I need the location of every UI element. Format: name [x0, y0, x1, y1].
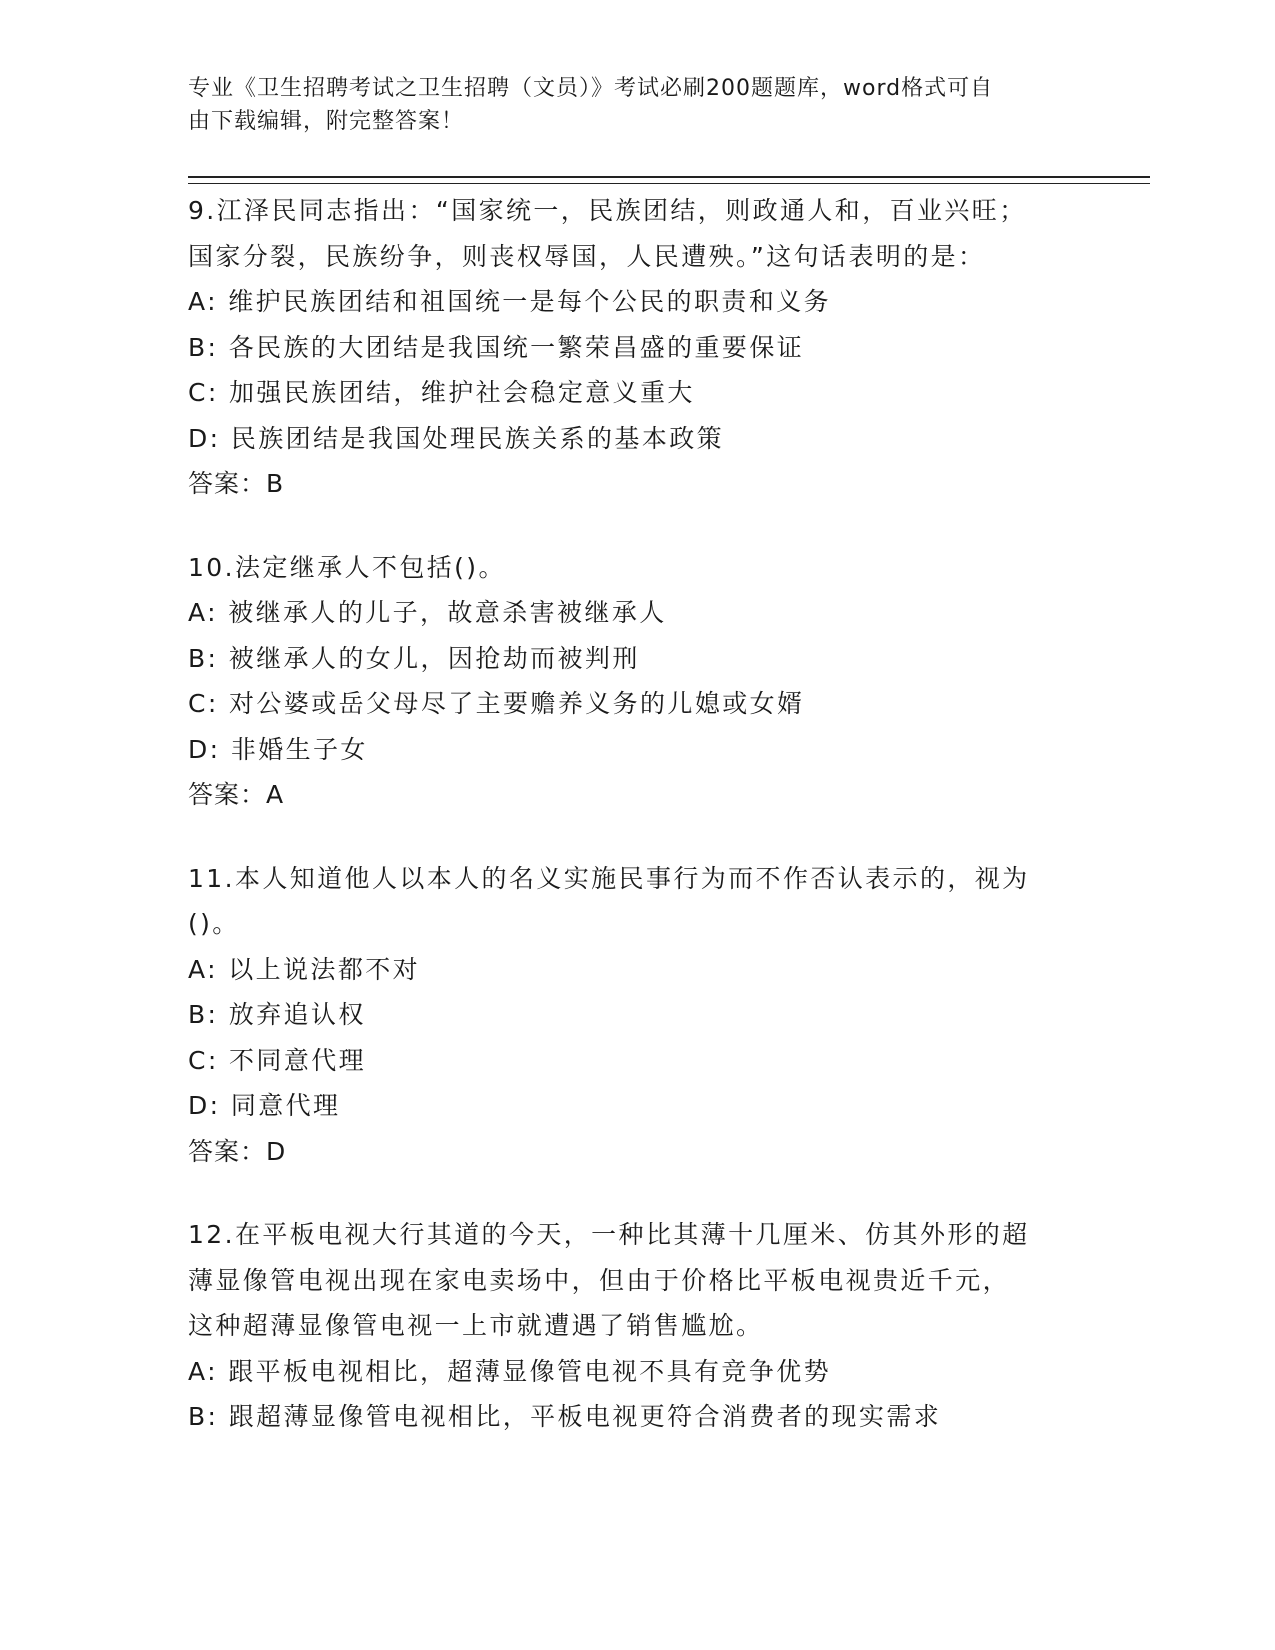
- option-d: D: 同意代理: [188, 1091, 341, 1120]
- question-stem: 国家分裂，民族纷争，则丧权辱国，人民遭殃。”这句话表明的是：: [188, 241, 986, 271]
- option-c: C: 对公婆或岳父母尽了主要赡养义务的儿媳或女婿: [188, 689, 805, 718]
- option-b: B: 各民族的大团结是我国统一繁荣昌盛的重要保证: [188, 332, 805, 362]
- header-divider: [188, 176, 1150, 184]
- option-d: D: 民族团结是我国处理民族关系的基本政策: [188, 423, 725, 453]
- question-stem: 这种超薄显像管电视一上市就遭遇了销售尴尬。: [188, 1311, 764, 1340]
- option-c: C: 不同意代理: [188, 1045, 367, 1075]
- question-12: [188, 1212, 1088, 1440]
- question-11: [188, 856, 1088, 1175]
- option-b: B: 放弃追认权: [188, 1000, 366, 1029]
- option-a: A: 被继承人的儿子，故意杀害被继承人: [188, 598, 667, 627]
- question-10: [188, 545, 1088, 818]
- header-line: 由下载编辑，附完整答案！: [188, 109, 465, 134]
- option-a: A: 跟平板电视相比，超薄显像管电视不具有竞争优势: [188, 1356, 832, 1386]
- option-b: B: 跟超薄显像管电视相比，平板电视更符合消费者的现实需求: [188, 1402, 942, 1431]
- option-a: A: 以上说法都不对: [188, 954, 421, 984]
- question-9: [188, 188, 1088, 507]
- answer: 答案：B: [188, 469, 285, 498]
- question-stem: ()。: [188, 909, 240, 938]
- option-c: C: 加强民族团结，维护社会稳定意义重大: [188, 378, 695, 407]
- answer: 答案：A: [188, 780, 285, 809]
- question-stem: 11.本人知道他人以本人的名义实施民事行为而不作否认表示的，视为: [188, 863, 1030, 893]
- answer: 答案：D: [188, 1136, 287, 1166]
- header-line: 专业《卫生招聘考试之卫生招聘（文员）》考试必刷200题题库，word格式可自: [188, 76, 994, 101]
- option-b: B: 被继承人的女儿，因抢劫而被判刑: [188, 643, 640, 673]
- question-stem: 薄显像管电视出现在家电卖场中，但由于价格比平板电视贵近千元，: [188, 1265, 1011, 1295]
- document-header: [188, 72, 1088, 138]
- option-d: D: 非婚生子女: [188, 734, 368, 764]
- question-list: [188, 188, 1088, 1478]
- option-a: A: 维护民族团结和祖国统一是每个公民的职责和义务: [188, 287, 832, 316]
- question-stem: 9.江泽民同志指出：“国家统一，民族团结，则政通人和，百业兴旺；: [188, 196, 1027, 225]
- question-stem: 12.在平板电视大行其道的今天，一种比其薄十几厘米、仿其外形的超: [188, 1220, 1030, 1249]
- question-stem: 10.法定继承人不包括()。: [188, 552, 506, 582]
